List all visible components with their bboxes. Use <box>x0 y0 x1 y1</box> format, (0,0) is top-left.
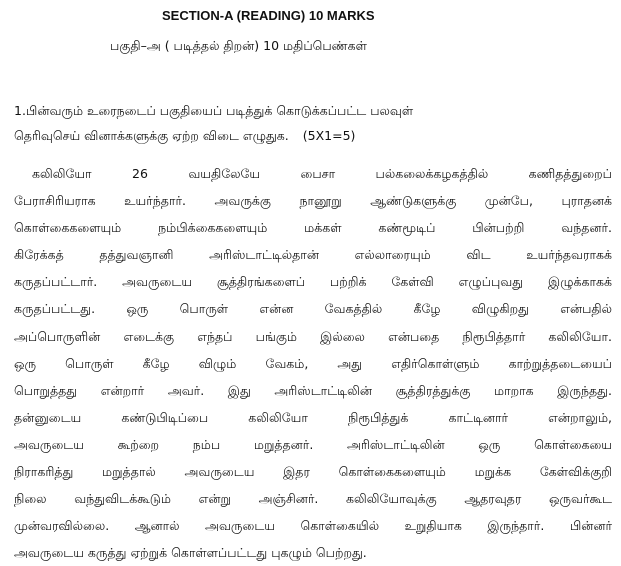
passage-line: கொள்கைகளையும் நம்பிக்கைகளையும் மக்கள் கண்மூடிப் பின்பற்றி வந்தனர். <box>14 220 612 236</box>
passage-line: முன்வரவில்லை. ஆனால் அவருடைய கொள்கையில் உறுதியாக இருந்தார். பின்னர் <box>14 518 612 534</box>
passage-line: அப்பொருளின் எடைக்கு எந்தப் பங்கும் இல்லை என்பதை நிரூபித்தார் கலிலியோ. <box>14 328 612 344</box>
question-instruction <box>14 98 614 148</box>
question-line-1: 1.பின்வரும் உரைநடைப் பகுதியைப் படித்துக் கொடுக்கப்பட்ட பலவுள் <box>14 103 414 118</box>
passage-line: கருதப்பட்டார். அவருடைய சூத்திரங்களைப் பற்றிக் கேள்வி எழுப்புவது இழுக்காகக் <box>14 274 612 290</box>
passage-line: பொறுத்தது என்றார் அவர். இது அரிஸ்டாட்டிலின் சூத்திரத்துக்கு மாறாக இருந்தது. <box>14 382 612 398</box>
question-line-2-text: தெரிவுசெய் வினாக்களுக்கு ஏற்ற விடை எழுதுக. <box>14 128 289 143</box>
passage-line: அவருடைய கருத்து ஏற்றுக் கொள்ளப்பட்டது புகழும் பெற்றது. <box>14 545 367 561</box>
passage-line: கருதப்பட்டது. ஒரு பொருள் என்ன வேகத்தில் கீழே விழுகிறது என்பதில் <box>14 301 612 317</box>
passage-line: நிலை வந்துவிடக்கூடும் என்று அஞ்சினர். கலிலியோவுக்கு ஆதரவுதர ஒருவர்கூட <box>14 491 612 507</box>
section-title-tamil: பகுதி–அ ( படித்தல் திறன்) 10 மதிப்பெண்கள் <box>110 38 367 53</box>
passage-line: ஒரு பொருள் கீழே விழும் வேகம், அது எதிர்கொள்ளும் காற்றுத்தடையைப் <box>14 355 612 371</box>
question-line-2 <box>14 123 614 148</box>
reading-passage <box>14 160 612 566</box>
passage-line: அவருடைய கூற்றை நம்ப மறுத்தனர். அரிஸ்டாட்டிலின் ஒரு கொள்கையை <box>14 436 612 452</box>
passage-line: நிராகரித்து மறுத்தால் அவருடைய இதர கொள்கைகளையும் மறுக்க கேள்விக்குறி <box>14 464 612 480</box>
passage-line: பேராசிரியராக உயர்ந்தார். அவருக்கு நானூறு ஆண்டுகளுக்கு முன்பே, புராதனக் <box>14 193 612 209</box>
passage-line: கலிலியோ 26 வயதிலேயே பைசா பல்கலைக்கழகத்தில் கணிதத்துறைப் <box>32 166 612 181</box>
passage-line: கிரேக்கத் தத்துவஞானி அரிஸ்டாட்டில்தான் எல்லாரையும் விட உயர்ந்தவராகக் <box>14 247 612 263</box>
section-title-english: SECTION-A (READING) 10 MARKS <box>162 8 375 23</box>
passage-line: தன்னுடைய கண்டுபிடிப்பை கலிலியோ நிரூபித்துக் காட்டினார் என்றாலும், <box>14 409 612 425</box>
question-marks: (5X1=5) <box>302 128 356 143</box>
